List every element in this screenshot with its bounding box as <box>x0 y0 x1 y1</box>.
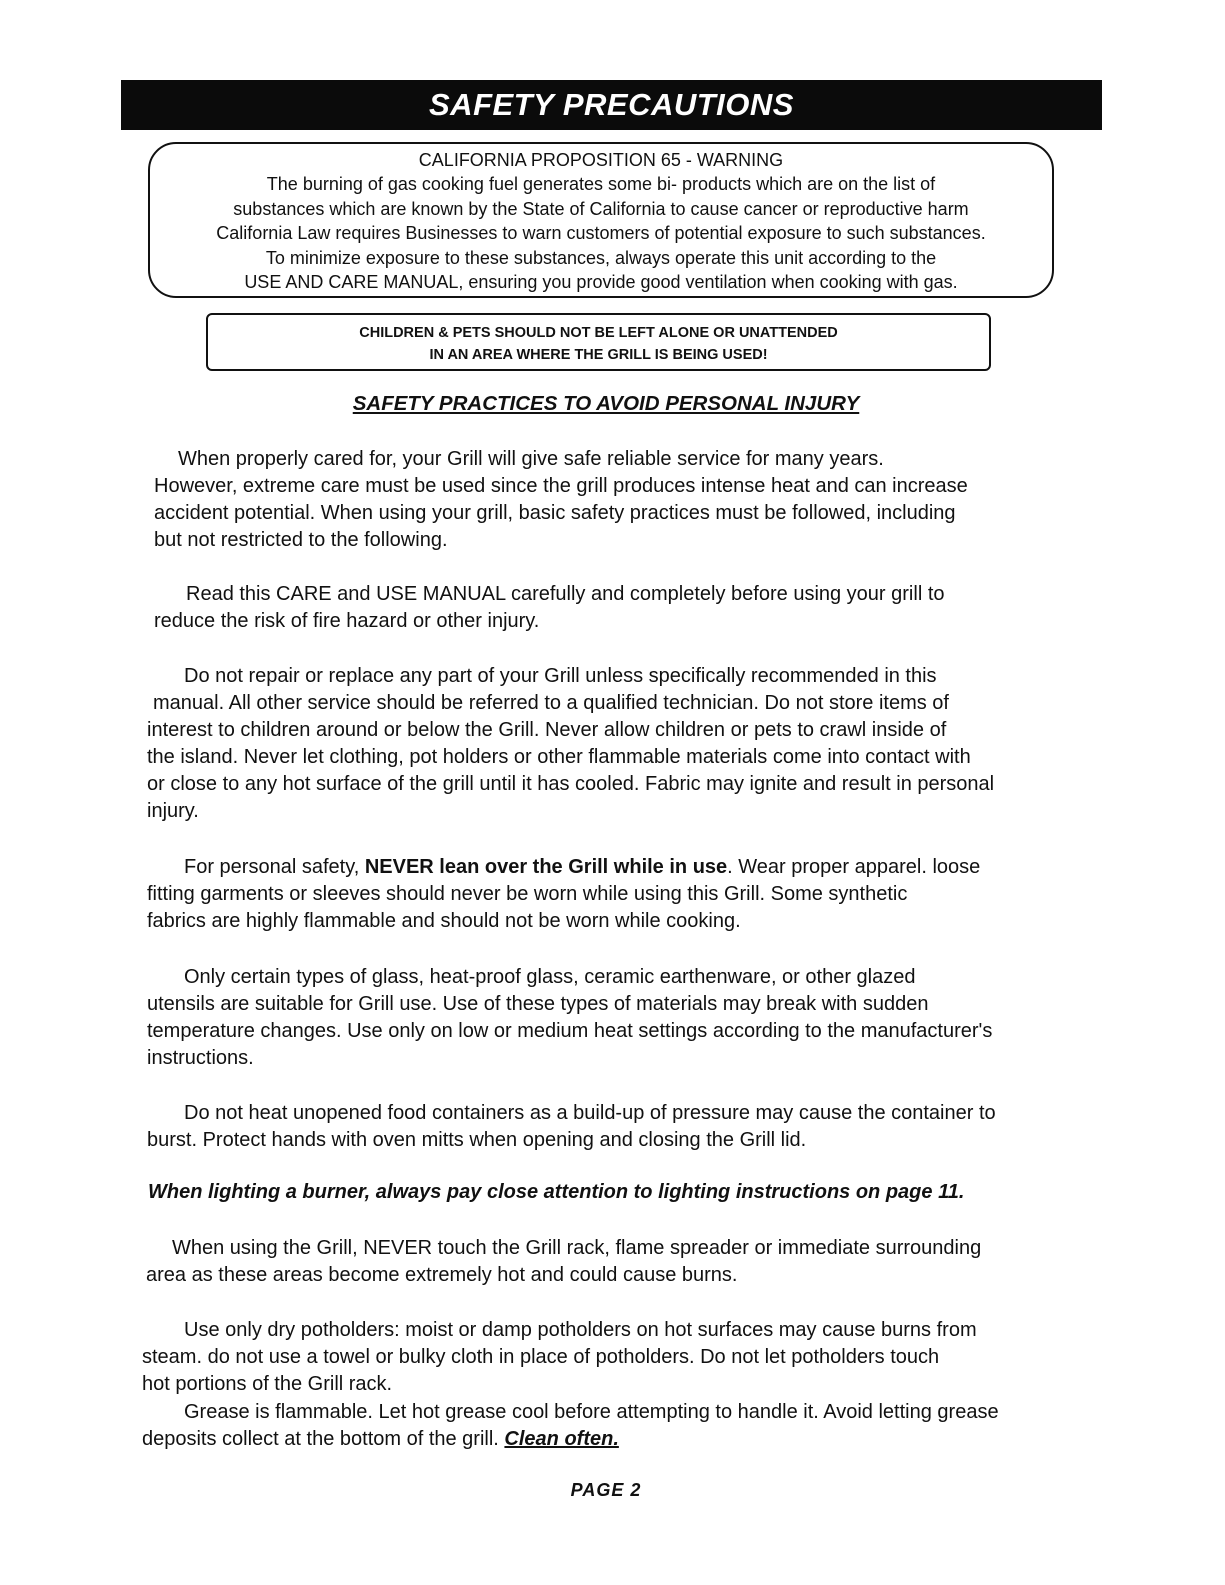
clean-often-emphasis: Clean often. <box>504 1428 619 1450</box>
prop65-title: CALIFORNIA PROPOSITION 65 - WARNING <box>418 150 784 170</box>
paragraph-line: manual. All other service should be referred to a qualified technician. Do not store items of <box>153 692 949 714</box>
prop65-line: The burning of gas cooking fuel generates some bi- products which are on the list of <box>266 174 936 194</box>
paragraph-intro <box>147 446 1082 554</box>
paragraph-line: interest to children around or below the Grill. Never allow children or pets to crawl inside of <box>147 719 947 741</box>
children-warning-line: IN AN AREA WHERE THE GRILL IS BEING USED! <box>429 347 768 363</box>
header-bar <box>121 80 1102 130</box>
paragraph-line: reduce the risk of fire hazard or other injury. <box>154 610 540 632</box>
paragraph-line: Do not repair or replace any part of your Grill unless specifically recommended in this <box>184 665 937 687</box>
paragraph-line: accident potential. When using your grill, basic safety practices must be followed, including <box>154 502 956 524</box>
paragraph-line: Use only dry potholders: moist or damp potholders on hot surfaces may cause burns from <box>184 1319 977 1341</box>
paragraph-line: but not restricted to the following. <box>154 529 448 551</box>
paragraph-line: hot portions of the Grill rack. <box>142 1373 393 1395</box>
paragraph-line: fitting garments or sleeves should never be worn while using this Grill. Some synthetic <box>147 883 908 905</box>
paragraph-text: deposits collect at the bottom of the grill. <box>142 1428 505 1450</box>
paragraph-grease <box>142 1399 1077 1453</box>
page-number: PAGE 2 <box>570 1480 642 1500</box>
paragraph-line: or close to any hot surface of the grill until it has cooled. Fabric may ignite and result in personal <box>147 773 995 795</box>
paragraph-repair <box>147 663 1082 825</box>
paragraph-line: instructions. <box>147 1047 254 1069</box>
paragraph-personal-safety <box>147 854 1082 935</box>
paragraph-text: . Wear proper apparel. loose <box>727 856 981 878</box>
prop65-line: substances which are known by the State of California to cause cancer or reproductive harm <box>233 198 969 219</box>
prop65-line: To minimize exposure to these substances, always operate this unit according to the <box>265 247 937 268</box>
paragraph-read-manual <box>147 581 1082 635</box>
bold-warning: NEVER lean over the Grill while in use <box>364 856 728 878</box>
paragraph-line: the island. Never let clothing, pot holders or other flammable materials come into contact with <box>147 746 971 768</box>
paragraph-line: However, extreme care must be used since the grill produces intense heat and can increase <box>154 475 968 497</box>
paragraph-potholders <box>142 1317 1077 1398</box>
children-pets-warning-box <box>206 313 991 371</box>
paragraph-line: utensils are suitable for Grill use. Use of these types of materials may break with sudden <box>147 993 929 1015</box>
paragraph-glass <box>147 964 1082 1072</box>
lighting-note: When lighting a burner, always pay close attention to lighting instructions on page 11. <box>148 1181 965 1203</box>
paragraph-line: When properly cared for, your Grill will give safe reliable service for many years. <box>178 448 884 470</box>
paragraph-line: Grease is flammable. Let hot grease cool before attempting to handle it. Avoid letting grease <box>184 1401 999 1423</box>
prop65-warning-box <box>148 142 1054 298</box>
paragraph-line: When using the Grill, NEVER touch the Grill rack, flame spreader or immediate surrounding <box>172 1237 982 1259</box>
section-heading: SAFETY PRACTICES TO AVOID PERSONAL INJURY <box>352 392 860 415</box>
paragraph-line: Only certain types of glass, heat-proof glass, ceramic earthenware, or other glazed <box>184 966 916 988</box>
paragraph-line: area as these areas become extremely hot and could cause burns. <box>146 1264 738 1286</box>
paragraph-never-touch <box>146 1235 1081 1289</box>
children-warning-line: CHILDREN & PETS SHOULD NOT BE LEFT ALONE OR UNATTENDED <box>359 325 838 341</box>
paragraph-line: steam. do not use a towel or bulky cloth in place of potholders. Do not let potholders touch <box>142 1346 940 1368</box>
paragraph-line: Read this CARE and USE MANUAL carefully and completely before using your grill to <box>186 583 945 605</box>
paragraph-line: burst. Protect hands with oven mitts when opening and closing the Grill lid. <box>147 1129 807 1151</box>
paragraph-line: Do not heat unopened food containers as a build-up of pressure may cause the container to <box>184 1102 996 1124</box>
paragraph-line: temperature changes. Use only on low or medium heat settings according to the manufacturer's <box>147 1020 993 1042</box>
paragraph-text: For personal safety, <box>184 856 365 878</box>
page-title: SAFETY PRECAUTIONS <box>429 87 794 122</box>
prop65-line: USE AND CARE MANUAL, ensuring you provide good ventilation when cooking with gas. <box>244 272 958 292</box>
paragraph-line <box>142 1426 1077 1453</box>
prop65-line: California Law requires Businesses to warn customers of potential exposure to such substances. <box>216 223 986 243</box>
paragraph-containers <box>147 1100 1082 1154</box>
paragraph-line <box>147 854 1082 881</box>
paragraph-line: injury. <box>147 800 199 822</box>
paragraph-line: fabrics are highly flammable and should not be worn while cooking. <box>147 910 741 932</box>
